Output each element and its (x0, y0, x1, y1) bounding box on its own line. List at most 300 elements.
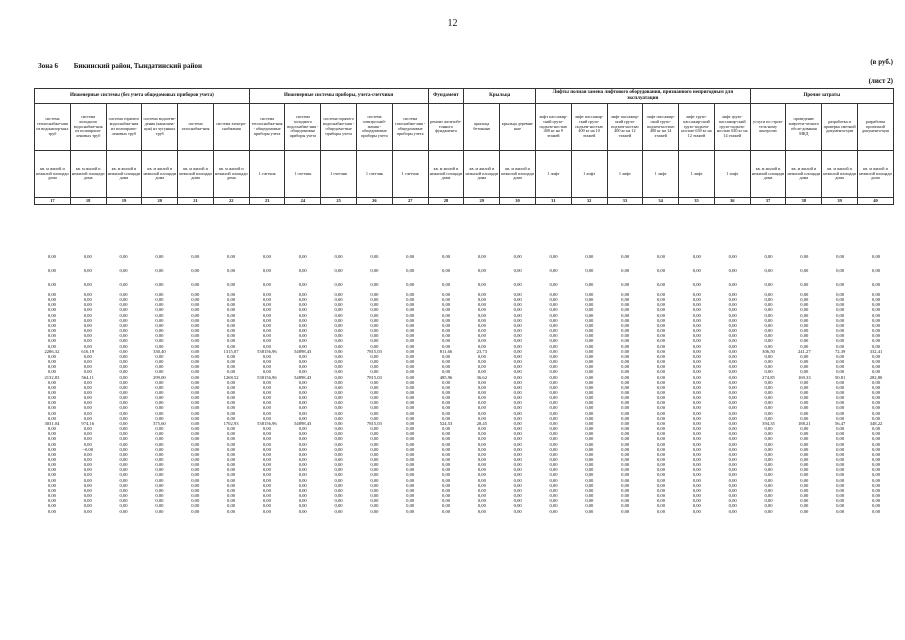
table-cell: 0,00 (549, 379, 558, 385)
table-cell: 0,00 (406, 333, 415, 339)
table-cell: 0,00 (872, 395, 881, 401)
table-cell: 0,00 (477, 467, 486, 473)
table-cell: 0,00 (370, 508, 379, 514)
table-cell: 0,00 (621, 364, 630, 370)
table-cell: 0,00 (442, 384, 451, 390)
unit-cell: 1 счетчик (357, 151, 393, 198)
table-cell: 28,45 (476, 420, 488, 426)
table-cell: 0,00 (621, 487, 630, 493)
table-cell: 0,00 (728, 493, 737, 499)
table-cell: 0,00 (334, 451, 343, 457)
table-cell: 0,00 (262, 343, 271, 349)
table-cell: 0,00 (119, 322, 128, 328)
table-cell: 0,00 (227, 405, 236, 411)
table-cell: 0,00 (477, 400, 486, 406)
table-cell: 0,00 (227, 498, 236, 504)
table-cell: 0,00 (155, 322, 164, 328)
table-cell: 0,00 (227, 369, 236, 375)
table-cell: 0,00 (334, 420, 343, 426)
table-cell: 0,00 (728, 312, 737, 318)
table-cell: 0,00 (334, 268, 343, 274)
table-cell: 0,00 (800, 431, 809, 437)
table-cell: 0,00 (836, 462, 845, 468)
table-cell: 0,00 (442, 477, 451, 483)
table-cell: 0,00 (549, 508, 558, 514)
table-cell: 0,00 (155, 353, 164, 359)
table-cell: 50,81 (834, 374, 846, 380)
table-cell: 0,00 (656, 384, 666, 390)
table-cell: 0,00 (227, 379, 236, 385)
table-cell: 0,00 (191, 353, 200, 359)
table-cell: 0,00 (692, 508, 701, 514)
unit-cell: кв. м жилой и нежилой площади дома (106, 151, 142, 198)
table-cell: 0,00 (549, 467, 558, 473)
table-cell: 0,00 (370, 364, 379, 370)
table-cell: 0,00 (764, 307, 773, 313)
table-cell: 54898,43 (294, 348, 312, 354)
table-cell: 0,00 (585, 307, 594, 313)
table-cell: 0,00 (656, 322, 666, 328)
table-cell: 0,00 (621, 446, 630, 452)
table-cell: 0,00 (585, 302, 594, 308)
table-cell: 0,00 (477, 482, 486, 488)
table-cell: 0,00 (549, 359, 558, 365)
table-cell: 0,00 (872, 364, 881, 370)
table-cell: 0,00 (298, 462, 307, 468)
table-cell: 375,60 (153, 420, 166, 426)
table-cell: 0,00 (442, 441, 451, 447)
table-cell: 0,00 (656, 467, 666, 473)
table-cell: 0,00 (227, 415, 236, 421)
table-cell: 0,00 (298, 384, 307, 390)
table-cell: 0,00 (549, 482, 558, 488)
table-cell: 0,00 (191, 292, 200, 297)
table-cell: 0,00 (334, 446, 343, 452)
table-cell: 0,00 (191, 268, 200, 274)
table-row (34, 278, 894, 292)
column-header: проведение энергети-ческого обсле-дования МКД (786, 104, 822, 151)
table-cell: 0,00 (83, 431, 92, 437)
table-cell: 0,00 (442, 359, 451, 365)
column-header: система электро-снабжения (213, 104, 249, 151)
table-cell: 1315,07 (223, 348, 239, 354)
table-cell: 0,00 (119, 282, 128, 288)
table-cell: 0,00 (155, 446, 164, 452)
table-cell: 811,66 (439, 348, 453, 354)
column-number-row (35, 198, 894, 205)
table-cell: 0,00 (513, 457, 522, 462)
table-cell: 0,00 (262, 302, 271, 308)
table-cell: 0,00 (656, 307, 666, 313)
table-cell: 0,00 (800, 436, 809, 442)
table-cell: 0,00 (191, 312, 200, 318)
table-cell: 0,00 (836, 395, 845, 401)
table-cell: 0,00 (83, 503, 92, 509)
table-cell: 0,00 (549, 451, 558, 457)
table-cell: 0,00 (370, 462, 379, 468)
table-cell: 0,00 (406, 379, 415, 385)
table-cell: 0,00 (47, 322, 56, 328)
table-cell: 0,00 (370, 338, 379, 344)
table-cell: 0,00 (47, 369, 56, 375)
table-cell: 0,00 (585, 348, 594, 354)
table-cell: 0,00 (872, 410, 881, 416)
table-cell: 0,00 (155, 338, 164, 344)
table-cell: 0,00 (692, 462, 701, 468)
table-cell: 0,00 (728, 343, 737, 349)
table-cell: 0,00 (728, 282, 737, 288)
table-cell: 0,00 (334, 328, 343, 334)
table-cell: 0,00 (549, 364, 558, 370)
table-cell: 0,00 (477, 343, 486, 349)
table-cell: 0,00 (406, 317, 415, 323)
table-cell: 0,00 (872, 457, 881, 462)
table-cell: 0,00 (406, 431, 415, 437)
table-cell: 0,00 (262, 405, 271, 411)
table-cell: 0,00 (119, 472, 128, 478)
table-cell: 0,00 (477, 359, 486, 365)
column-number: 19 (106, 198, 142, 205)
table-cell: 0,00 (370, 312, 379, 318)
table-cell: 0,00 (262, 317, 271, 323)
table-cell: 0,00 (155, 317, 164, 323)
header-table (34, 88, 894, 205)
table-cell: 0,00 (227, 436, 236, 442)
table-cell: 0,00 (227, 292, 236, 297)
table-cell: 0,00 (549, 477, 558, 483)
table-cell: 0,00 (692, 415, 701, 421)
table-cell: 0,00 (621, 436, 630, 442)
table-cell: 0,00 (513, 400, 522, 406)
table-cell: 0,00 (477, 498, 486, 504)
table-cell: 0,00 (47, 312, 56, 318)
table-cell: 0,00 (836, 498, 845, 504)
table-cell: 0,00 (656, 441, 666, 447)
table-cell: 0,00 (656, 410, 666, 416)
table-cell: 0,00 (83, 282, 92, 288)
table-cell: 0,00 (262, 268, 271, 274)
table-cell: 0,00 (549, 297, 558, 303)
table-cell: 0,00 (155, 254, 164, 260)
table-cell: 0,00 (47, 487, 56, 493)
table-cell: 0,00 (370, 282, 379, 288)
table-cell: 0,00 (692, 343, 701, 349)
table-cell: 0,00 (585, 441, 594, 447)
table-cell: 0,00 (621, 389, 630, 395)
table-cell: 0,00 (298, 292, 307, 297)
table-cell: 0,00 (800, 446, 809, 452)
table-cell: 0,00 (549, 441, 558, 447)
table-cell: 0,00 (334, 472, 343, 478)
table-cell: 0,00 (656, 328, 666, 334)
table-cell: 0,00 (692, 498, 701, 504)
table-cell: 0,00 (836, 317, 845, 323)
table-cell: 0,00 (513, 503, 522, 509)
table-cell: 0,00 (549, 282, 558, 288)
page-number: 12 (447, 18, 458, 29)
table-cell: 0,00 (119, 487, 128, 493)
table-cell: 394,35 (762, 420, 775, 426)
table-cell: 0,00 (334, 431, 343, 437)
table-cell: 0,00 (406, 395, 415, 401)
table-cell: 0,00 (656, 436, 666, 442)
table-cell: 0,00 (47, 302, 56, 308)
column-header: крыльца деревян-ные (500, 104, 536, 151)
table-cell: 0,00 (621, 282, 630, 288)
table-cell: 0,00 (334, 462, 343, 468)
table-cell: 0,00 (191, 343, 200, 349)
table-cell: 0,00 (513, 292, 522, 297)
table-cell: 0,00 (298, 400, 307, 406)
table-cell: 0,00 (298, 431, 307, 437)
table-cell: 0,00 (83, 493, 92, 499)
table-cell: 0,00 (227, 503, 236, 509)
table-cell: 0,00 (83, 268, 92, 274)
table-cell: 0,00 (764, 508, 773, 514)
table-cell: 0,00 (872, 333, 881, 339)
table-cell: 0,00 (764, 389, 773, 395)
table-cell: 0,00 (728, 338, 737, 344)
table-cell: 0,00 (800, 353, 809, 359)
table-cell: 0,00 (872, 292, 881, 297)
table-cell: 0,00 (442, 312, 451, 318)
table-cell: 0,00 (800, 328, 809, 334)
table-cell: 0,00 (513, 441, 522, 447)
table-cell: 0,00 (227, 312, 236, 318)
table-cell: 0,00 (764, 503, 773, 509)
column-header: лифт пассажир-ский грузо-подъем-ностью 400 кг на 10 этажей (571, 104, 607, 151)
table-cell: 0,00 (262, 359, 271, 365)
table-cell: 0,00 (800, 426, 809, 432)
table-cell: 0,00 (334, 338, 343, 344)
table-cell: 0,00 (513, 410, 522, 416)
table-cell: 0,00 (800, 493, 809, 499)
table-cell: 0,00 (656, 297, 666, 303)
column-number: 40 (857, 198, 893, 205)
table-cell: 0,00 (692, 348, 701, 354)
table-cell: 0,00 (298, 268, 307, 274)
table-cell: 0,00 (442, 282, 451, 288)
table-cell: 0,00 (370, 353, 379, 359)
table-cell: 0,00 (477, 312, 486, 318)
unit-cell: 1 счетчик (321, 151, 357, 198)
table-cell: 0,00 (656, 462, 666, 468)
table-cell: 0,00 (298, 498, 307, 504)
table-cell: 0,00 (513, 322, 522, 328)
table-cell: 0,00 (298, 307, 307, 313)
table-cell: 0,00 (370, 268, 379, 274)
table-cell: 0,00 (872, 307, 881, 313)
table-cell: 0,00 (298, 405, 307, 411)
table-cell: 0,00 (764, 493, 773, 499)
table-cell: 0,00 (119, 467, 128, 473)
table-cell: 0,00 (47, 379, 56, 385)
table-cell: 0,00 (227, 302, 236, 308)
table-cell: 0,00 (800, 369, 809, 375)
table-cell: 0,00 (764, 384, 773, 390)
table-cell: 0,00 (83, 477, 92, 483)
table-cell: 0,00 (549, 374, 558, 380)
table-cell: 0,00 (836, 364, 845, 370)
table-cell: 0,00 (83, 389, 92, 395)
table-cell: 0,00 (549, 446, 558, 452)
table-cell: 538156,96 (257, 420, 277, 426)
table-cell: 0,00 (872, 441, 881, 447)
unit-cell: кв. м жилой и нежилой площади дома (786, 151, 822, 198)
table-cell: 0,00 (298, 493, 307, 499)
table-cell: 0,00 (119, 317, 128, 323)
table-cell: 0,00 (621, 333, 630, 339)
table-cell: 0,00 (298, 353, 307, 359)
table-cell: 0,00 (656, 400, 666, 406)
table-cell: 0,00 (728, 405, 737, 411)
table-cell: 538156,96 (257, 374, 277, 380)
table-cell: 0,00 (227, 384, 236, 390)
table-cell: 0,00 (585, 282, 594, 288)
table-cell: 0,00 (191, 436, 200, 442)
table-cell: 0,00 (872, 415, 881, 421)
table-cell: 0,00 (298, 441, 307, 447)
table-cell: 0,00 (836, 503, 845, 509)
table-cell: 0,00 (47, 333, 56, 339)
table-cell: 0,00 (621, 415, 630, 421)
table-cell: 0,00 (83, 364, 92, 370)
table-cell: 0,00 (47, 328, 56, 334)
table-cell: 0,00 (262, 282, 271, 288)
table-cell: 0,00 (47, 462, 56, 468)
table-cell: 0,00 (442, 292, 451, 297)
table-cell: 0,00 (585, 431, 594, 437)
table-cell: 0,00 (692, 472, 701, 478)
table-cell: 0,00 (692, 307, 701, 313)
table-cell: 0,00 (191, 395, 200, 401)
table-cell: 0,00 (836, 426, 845, 432)
table-cell: 0,00 (585, 338, 594, 344)
table-cell: 0,00 (191, 374, 200, 380)
table-cell: 0,00 (155, 343, 164, 349)
table-cell: 0,00 (477, 268, 486, 274)
table-cell: 0,00 (298, 503, 307, 509)
table-cell: 0,00 (191, 487, 200, 493)
table-cell: 0,00 (728, 364, 737, 370)
table-cell: 0,00 (585, 353, 594, 359)
table-cell: 0,00 (764, 268, 773, 274)
table-cell: 0,00 (119, 343, 128, 349)
zone-heading (38, 62, 216, 70)
table-cell: 0,00 (513, 268, 522, 274)
table-cell: 0,00 (872, 317, 881, 323)
table-cell: 0,00 (692, 493, 701, 499)
table-cell: 0,00 (836, 405, 845, 411)
table-cell: 0,00 (298, 379, 307, 385)
table-cell: 0,00 (370, 389, 379, 395)
table-cell: 0,00 (119, 415, 128, 421)
column-number: 30 (500, 198, 536, 205)
table-cell: 0,00 (585, 359, 594, 365)
table-cell: 0,00 (836, 389, 845, 395)
table-cell: 0,00 (477, 493, 486, 499)
table-cell: 0,00 (872, 328, 881, 334)
table-cell: 0,00 (836, 338, 845, 344)
table-cell: 0,00 (692, 282, 701, 288)
table-cell: 0,00 (119, 389, 128, 395)
table-cell: 0,00 (800, 441, 809, 447)
table-cell: 0,00 (155, 268, 164, 274)
table-cell: 2132,83 (44, 374, 60, 380)
table-cell: 0,00 (692, 317, 701, 323)
column-number: 20 (142, 198, 178, 205)
table-cell: 0,00 (764, 343, 773, 349)
table-cell: 0,00 (872, 268, 881, 274)
table-cell: 0,00 (370, 292, 379, 297)
table-cell: 0,00 (656, 369, 666, 375)
table-cell: 0,00 (692, 292, 701, 297)
column-header: система водоотве-дения (канализа-ция) из чугунных труб (142, 104, 178, 151)
table-cell: 0,00 (513, 333, 522, 339)
table-cell: 0,00 (191, 322, 200, 328)
table-cell: 0,00 (47, 493, 56, 499)
table-cell: 0,00 (656, 431, 666, 437)
table-cell: 0,00 (191, 420, 200, 426)
table-cell: 0,00 (227, 268, 236, 274)
table-cell: 0,00 (262, 441, 271, 447)
table-cell: 0,00 (227, 451, 236, 457)
table-cell: 0,00 (191, 389, 200, 395)
table-cell: 0,00 (83, 333, 92, 339)
table-cell: 0,00 (262, 493, 271, 499)
table-cell: 0,00 (764, 487, 773, 493)
table-cell: 0,00 (836, 415, 845, 421)
table-cell: 0,00 (406, 338, 415, 344)
table-cell: 0,00 (477, 364, 486, 370)
table-cell: 0,00 (656, 379, 666, 385)
table-cell: 0,00 (656, 374, 666, 380)
table-cell: 0,00 (334, 317, 343, 323)
table-cell: 0,00 (872, 400, 881, 406)
column-header: крыльца бетонные (464, 104, 500, 151)
table-cell: 0,00 (549, 420, 558, 426)
column-number: 39 (822, 198, 858, 205)
table-cell: 0,00 (262, 426, 271, 432)
table-cell: 0,00 (442, 508, 451, 514)
table-cell: 0,00 (334, 395, 343, 401)
table-cell: 0,00 (656, 415, 666, 421)
table-cell: 0,00 (227, 508, 236, 514)
table-cell: 0,00 (442, 482, 451, 488)
table-cell: 0,00 (585, 503, 594, 509)
table-cell: 0,00 (692, 482, 701, 488)
table-cell: 0,00 (872, 482, 881, 488)
table-cell: 0,00 (155, 400, 164, 406)
table-cell: 0,00 (656, 312, 666, 318)
table-cell: 0,00 (692, 374, 701, 380)
table-cell: 0,00 (477, 405, 486, 411)
table-cell: 0,00 (83, 441, 92, 447)
table-cell: 0,00 (119, 395, 128, 401)
table-cell: 0,00 (298, 457, 307, 462)
table-cell: 0,00 (656, 353, 666, 359)
table-cell: 0,00 (764, 451, 773, 457)
table-cell: 0,00 (191, 462, 200, 468)
table-cell: 0,00 (656, 503, 666, 509)
table-cell: 0,00 (836, 328, 845, 334)
table-cell: 0,00 (477, 477, 486, 483)
table-cell: 0,00 (298, 451, 307, 457)
table-cell: 54898,43 (294, 420, 312, 426)
table-cell: 0,00 (406, 268, 415, 274)
table-cell: 330,40 (153, 348, 166, 354)
table-cell: 0,00 (872, 487, 881, 493)
